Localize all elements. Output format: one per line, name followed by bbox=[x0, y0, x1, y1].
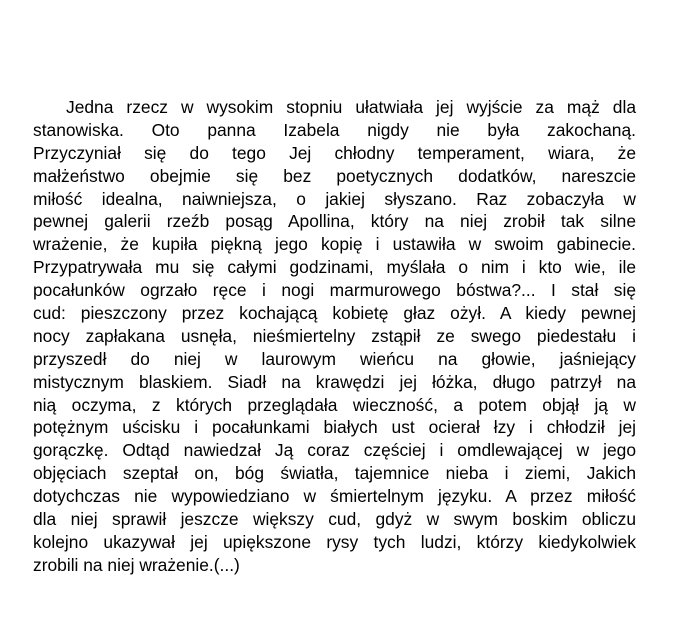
paragraph-line: wrażenie, że kupiła piękną jego kopię i ustawiła w swoim gabinecie. bbox=[33, 234, 636, 255]
paragraph-line: kolejno ukazywał jej upiększone rysy tych ludzi, którzy kiedykolwiek bbox=[33, 531, 636, 552]
paragraph-line: Przyczyniał się do tego Jej chłodny temperament, wiara, że bbox=[33, 142, 636, 163]
paragraph-line: Jedna rzecz w wysokim stopniu ułatwiała jej wyjście za mąż dla bbox=[66, 97, 636, 117]
paragraph-line: gorączkę. Odtąd nawiedzał Ją coraz częściej i omdlewającej w jego bbox=[33, 440, 636, 461]
paragraph-line: pewnej galerii rzeźb posąg Apollina, który na niej zrobił tak silne bbox=[33, 211, 636, 232]
paragraph-line: nocy zapłakana usnęła, nieśmiertelny zstąpił ze swego piedestału i bbox=[33, 325, 636, 346]
body-paragraph bbox=[33, 96, 636, 577]
paragraph-line: objęciach szeptał on, bóg światła, tajemnice nieba i ziemi, Jakich bbox=[33, 463, 636, 484]
paragraph-line: mistycznym blaskiem. Siadł na krawędzi jej łóżka, długo patrzył na bbox=[33, 371, 636, 392]
paragraph-line: potężnym uścisku i pocałunkami białych ust ocierał łzy i chłodził jej bbox=[33, 417, 636, 438]
paragraph-line: nią oczyma, z których przeglądała wieczność, a potem objął ją w bbox=[33, 394, 636, 415]
paragraph-line: miłość idealna, naiwniejsza, o jakiej słyszano. Raz zobaczyła w bbox=[33, 188, 636, 209]
paragraph-line: przyszedł do niej w laurowym wieńcu na głowie, jaśniejący bbox=[33, 348, 636, 369]
paragraph-line: Przypatrywała mu się całymi godzinami, myślała o nim i kto wie, ile bbox=[33, 257, 636, 278]
paragraph-line: cud: pieszczony przez kochającą kobietę głaz ożył. A kiedy pewnej bbox=[33, 303, 636, 324]
paragraph-line: małżeństwo obejmie się bez poetycznych dodatków, nareszcie bbox=[33, 165, 636, 186]
paragraph-line: stanowiska. Oto panna Izabela nigdy nie była zakochaną. bbox=[33, 119, 636, 140]
paragraph-line: dotychczas nie wypowiedziano w śmiertelnym języku. A przez miłość bbox=[33, 486, 636, 507]
paragraph-line: pocałunków ogrzało ręce i nogi marmurowego bóstwa?... I stał się bbox=[33, 280, 636, 301]
paragraph-line: zrobili na niej wrażenie.(...) bbox=[33, 554, 240, 575]
paragraph-line: dla niej sprawił jeszcze większy cud, gdyż w swym boskim obliczu bbox=[33, 509, 636, 530]
